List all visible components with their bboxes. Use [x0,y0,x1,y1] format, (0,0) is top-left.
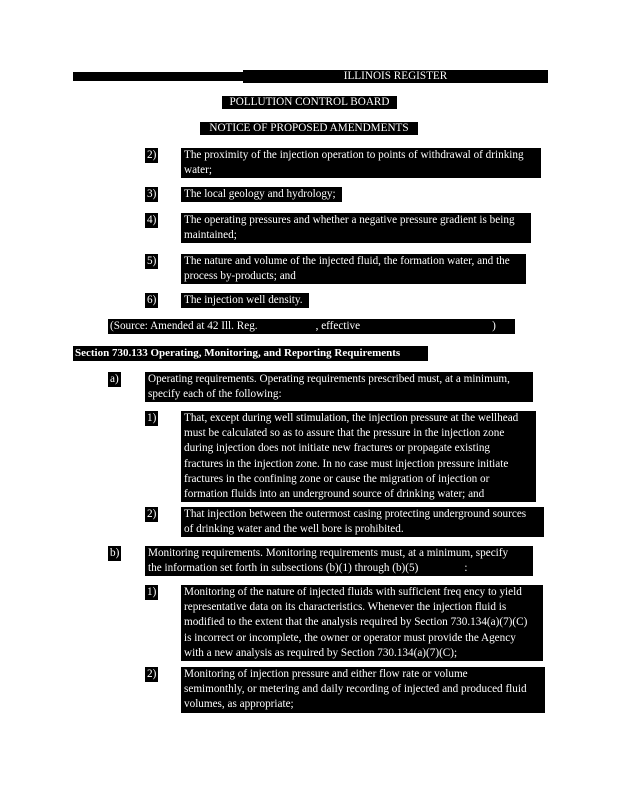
item-line: is incorrect or incomplete, the owner or operator must provide the Agency [184,631,516,644]
item-line: That injection between the outermost casing protecting underground sources [184,508,527,520]
item-line: modified to the extent that the analysis required by Section 730.134(a)(7)(C) [184,616,528,629]
item-line: The injection well density. [184,294,303,306]
item-line: Monitoring of the nature of injected fluids with sufficient freq ency to yield [184,586,522,598]
item-number: 1) [147,586,157,598]
subsection-a-text [145,372,533,402]
item-number: 5) [147,255,157,267]
source-suffix: ) [492,320,496,332]
subsection-label: b) [110,547,120,559]
item-line: The local geology and hydrology; [184,188,336,200]
board-title: POLLUTION CONTROL BOARD [222,96,397,109]
item-line: of drinking water and the well bore is prohibited. [184,523,404,536]
source-prefix: (Source: Amended at 42 Ill. Reg. [110,320,258,332]
subsection-line: specify each of the following: [148,388,282,401]
list-item [181,507,544,537]
item-number: 2) [147,149,157,161]
list-item [181,213,531,243]
item-line: representative data on its characteristics. Whenever the injection fluid is [184,601,507,614]
list-item [181,293,309,308]
item-line: fractures in the confining zone or cause the migration of injection or [184,472,490,485]
item-line: must be calculated so as to assure that the pressure in the injection zone [184,427,505,440]
list-item [181,148,541,178]
notice-title: NOTICE OF PROPOSED AMENDMENTS [200,122,418,135]
item-number: 2) [147,508,157,520]
item-line: The nature and volume of the injected fluid, the formation water, and the [184,255,510,267]
list-item [181,254,526,284]
section-heading: Section 730.133 Operating, Monitoring, and Reporting Requirements [73,346,428,361]
subsection-line-2-tail: : [464,562,468,575]
item-line: process by-products; and [184,270,296,283]
source-middle: , effective [315,320,361,332]
item-line: fractures in the injection zone. In no case must injection pressure initiate [184,457,509,470]
item-number: 2) [147,668,157,680]
subsection-line: Monitoring requirements. Monitoring requirements must, at a minimum, specify [148,547,509,559]
subsection-b-text [145,546,533,576]
list-item [181,187,342,202]
item-line: The proximity of the injection operation to points of withdrawal of drinking [184,149,524,161]
subsection-line-2 [148,561,530,576]
register-title: ILLINOIS REGISTER [243,70,548,83]
list-item [181,411,536,502]
item-line: during injection does not initiate new fractures or propagate existing [184,442,491,455]
item-number: 4) [147,214,157,226]
header-rule-left [73,72,243,81]
subsection-line: Operating requirements. Operating requirements prescribed must, at a minimum, [148,373,510,385]
list-item [181,667,545,713]
source-note [108,319,515,334]
item-number: 3) [147,188,157,200]
item-line: with a new analysis as required by Section 730.134(a)(7)(C); [184,646,458,659]
item-line: The operating pressures and whether a negative pressure gradient is being [184,214,515,226]
subsection-line-2-text: the information set forth in subsections (b)(1) through (b)(5) [148,562,419,575]
item-line: That, except during well stimulation, the injection pressure at the wellhead [184,412,519,424]
item-line: semimonthly, or metering and daily recording of injected and produced fluid [184,683,527,696]
item-number: 1) [147,412,157,424]
list-item [181,585,543,661]
item-line: maintained; [184,229,237,242]
item-line: volumes, as appropriate; [184,698,294,711]
item-number: 6) [147,294,157,306]
subsection-label: a) [110,373,119,385]
item-line: water; [184,164,212,177]
item-line: Monitoring of injection pressure and either flow rate or volume [184,668,468,680]
item-line: formation fluids into an underground source of drinking water; and [184,488,485,501]
